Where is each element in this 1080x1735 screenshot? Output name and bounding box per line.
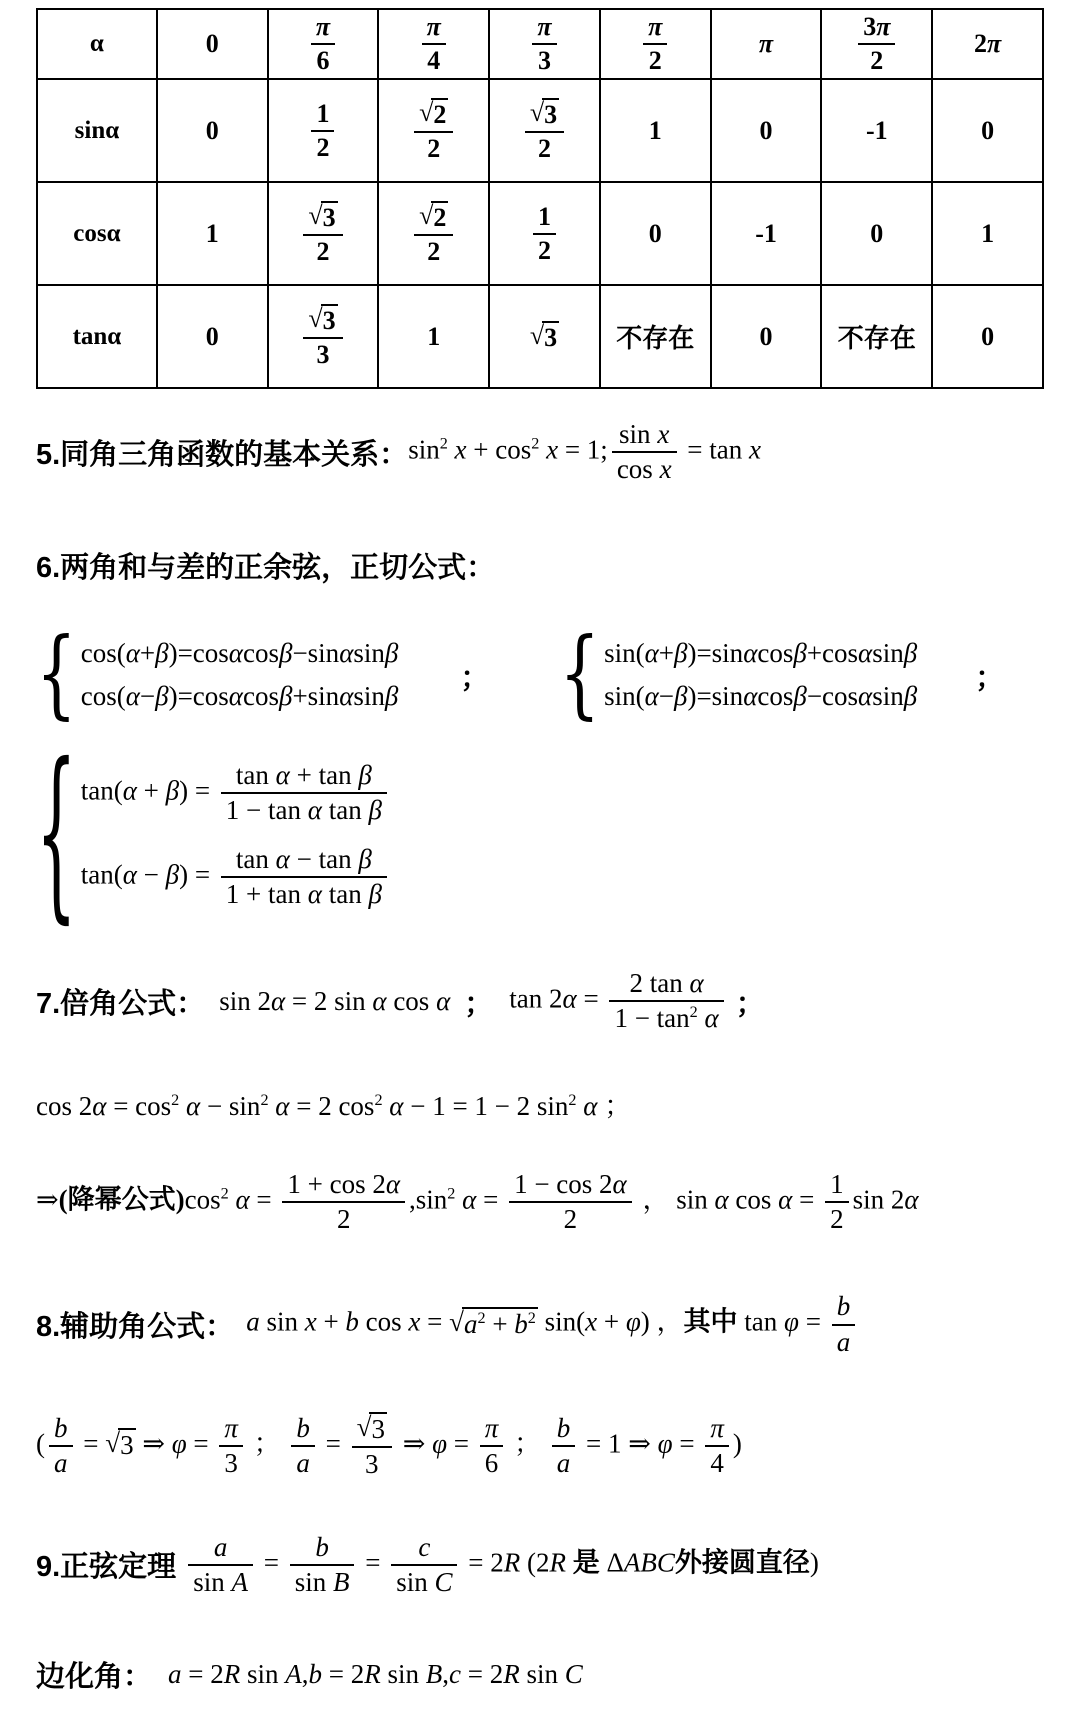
table-cell: 0 — [157, 285, 268, 388]
table-cell: 0 — [932, 79, 1043, 182]
table-cell: $\frac{\pi}{2}$ — [600, 9, 711, 79]
law-of-sines-formula: $\frac{a}{\text{sin A}}$ = $\frac{b}{\text{sin B}}$ = $\frac{c}{\text{sin C}}$ = 2R (2R 是 ΔABC外接圆直径) — [184, 1532, 819, 1598]
double-angle-cos-formula: $\cos 2\alpha = \cos^2 \alpha - \sin^2 \alpha = 2$ $\cos^2 \alpha - 1 = 1 - 2$ $\sin^2 \alpha$ ； — [36, 1091, 632, 1122]
sin-sum-formula: sin(α+β)=sinαcosβ+cosαsinβ — [604, 638, 918, 669]
table-cell: 0 — [711, 285, 822, 388]
tan-addition-system-row — [36, 727, 1044, 943]
section-5-label: 5.同角三角函数的基本关系： — [36, 438, 409, 471]
double-angle-tan-formula: tan 2α = $\frac{\text{2 tan α}}{1 - \tan^2 \alpha}$ — [509, 968, 727, 1034]
sin-diff-formula: sin(α−β)=sinαcosβ−cosαsinβ — [604, 681, 918, 712]
table-cell: $\frac{\pi}{6}$ — [268, 9, 379, 79]
table-cell: √ 3 3 — [268, 285, 379, 388]
separator-semicolon: ； — [464, 987, 494, 1020]
table-cell: 不存在 — [600, 285, 711, 388]
section-8 — [36, 1291, 1044, 1357]
table-cell: 0 — [711, 79, 822, 182]
sin-addition-system: { sin(α+β)=sinαcosβ+cosαsinβ sin(α−β)=sinαcosβ−cosαsinβ — [559, 619, 918, 731]
table-row — [37, 79, 1043, 182]
table-cell: 0 — [157, 79, 268, 182]
row-label: cosα — [37, 182, 157, 285]
table-cell: 1 — [600, 79, 711, 182]
section-9-label: 9.正弦定理 — [36, 1551, 177, 1584]
table-cell: √ 2 2 — [378, 79, 489, 182]
separator-semicolon: ； — [975, 661, 1005, 694]
table-cell: √ 3 2 — [489, 79, 600, 182]
separator-semicolon: ； — [735, 987, 765, 1020]
section-7-power-reduction-row — [36, 1169, 1044, 1235]
table-cell: 0 — [600, 182, 711, 285]
trig-table — [36, 8, 1044, 389]
table-row — [37, 285, 1043, 388]
section-5-formula: $\sin^2 x + \cos^2 x = 1$; $\frac{\text{sin x}}{\text{cos x}}$ = tan x — [408, 419, 761, 485]
section-6-cos-sin-systems — [36, 619, 1044, 731]
cos-addition-system: { cos(α+β)=cosαcosβ−sinαsinβ cos(α−β)=cosαcosβ+sinαsinβ — [36, 619, 399, 731]
tan-addition-system: { tan(α + β) = $\frac{\text{tan α + tan β}}{\text{1 − tan α tan β}}$ tan(α − β) = $\frac{\text{tan α − tan β}}{\text{1 + tan α tan β}}$ — [36, 760, 391, 910]
table-cell: -1 — [821, 79, 932, 182]
auxiliary-angle-formula: a sin x + b cos x = √ $a^2 + b^2$ sin(x + φ) ，其中 tan φ = $\frac{b}{a}$ — [246, 1291, 859, 1357]
row-label: tanα — [37, 285, 157, 388]
cos-diff-formula: cos(α−β)=cosαcosβ+sinαsinβ — [80, 681, 399, 712]
section-10 — [36, 1654, 1044, 1695]
table-row — [37, 182, 1043, 285]
table-cell: 1 — [378, 285, 489, 388]
table-cell: √ 3 — [489, 285, 600, 388]
table-cell: 1 — [932, 182, 1043, 285]
auxiliary-angle-examples: ( $\frac{b}{a}$ = √ 3 ⇒ φ = $\frac{\pi}{3}$ ； $\frac{b}{a}$ = √ 3 3 ⇒ φ = $\frac{\pi}{6}$ ； $\frac{b}{a}$ = 1 ⇒ φ = $\frac{\pi}{4}$ ) — [36, 1411, 742, 1479]
power-reduction-formula: ⇒(降幂公式)$\cos^2$ α = $\frac{1 + \cos 2\alpha}{2}$ $,\sin^2$ α = $\frac{1 - \cos 2\alpha}{2}$ ， sin α cos α = $\frac{1}{2}$ sin 2α — [36, 1169, 919, 1235]
row-label: sinα — [37, 79, 157, 182]
table-cell: $\frac{1}{2}$ — [268, 79, 379, 182]
section-6-label: 6.两角和与差的正余弦，正切公式： — [36, 552, 496, 585]
separator-semicolon: ； — [460, 661, 490, 694]
cos-sum-formula: cos(α+β)=cosαcosβ−sinαsinβ — [80, 638, 399, 669]
section-7-label: 7.倍角公式： — [36, 987, 206, 1020]
tan-sum-formula: tan(α + β) = $\frac{\text{tan α + tan β}}{\text{1 − tan α tan β}}$ — [81, 760, 391, 826]
table-cell: 不存在 — [821, 285, 932, 388]
section-9 — [36, 1532, 1044, 1598]
section-8-label: 8.辅助角公式： — [36, 1311, 235, 1344]
section-6-heading — [36, 545, 1044, 586]
table-header-row — [37, 9, 1043, 79]
table-cell: √ 3 2 — [268, 182, 379, 285]
table-cell: √ 2 2 — [378, 182, 489, 285]
tan-diff-formula: tan(α − β) = $\frac{\text{tan α − tan β}}{\text{1 + tan α tan β}}$ — [81, 844, 391, 910]
section-8-examples-row — [36, 1412, 1044, 1480]
section-7 — [36, 968, 1044, 1034]
side-to-angle-formula: a = 2R sin A,b = 2R sin B,c = 2R sin C — [168, 1658, 583, 1689]
table-cell: $\frac{3\pi}{2}$ — [821, 9, 932, 79]
table-cell: 0 — [932, 285, 1043, 388]
section-7-cos2a-row — [36, 1084, 1044, 1123]
table-cell: $\frac{\pi}{3}$ — [489, 9, 600, 79]
table-cell: 2π — [932, 9, 1043, 79]
row-label: α — [37, 9, 157, 79]
table-cell: 1 — [157, 182, 268, 285]
double-angle-sin-formula: sin 2α = 2 sin α cos α — [219, 985, 451, 1016]
table-cell: $\frac{\pi}{4}$ — [378, 9, 489, 79]
table-cell: π — [711, 9, 822, 79]
table-cell: 0 — [821, 182, 932, 285]
section-5 — [36, 419, 1044, 485]
table-cell: -1 — [711, 182, 822, 285]
section-10-label: 边化角： — [36, 1660, 153, 1693]
table-cell: $\frac{1}{2}$ — [489, 182, 600, 285]
table-cell: 0 — [157, 9, 268, 79]
